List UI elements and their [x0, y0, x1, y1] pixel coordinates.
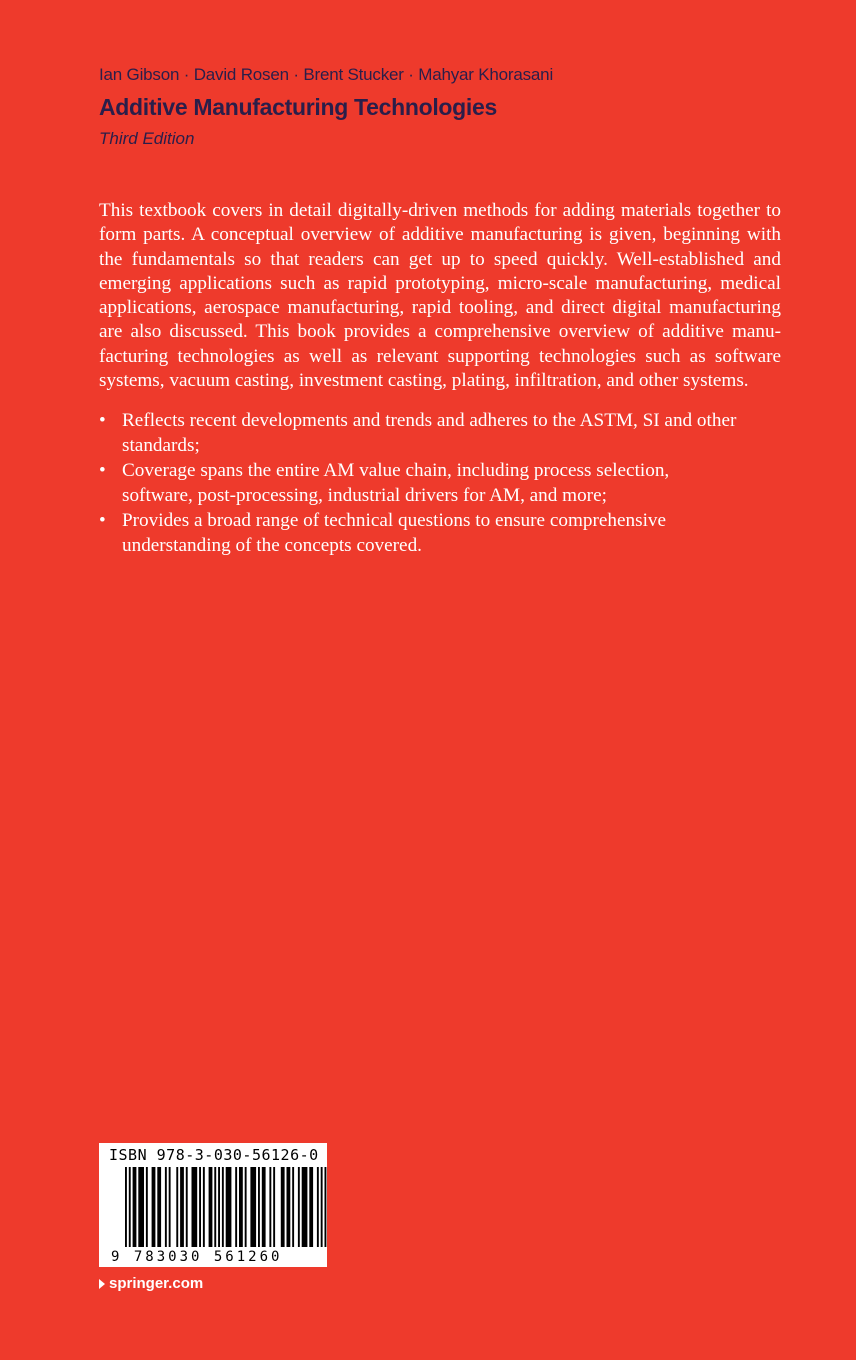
barcode-digits: 9 783030 561260 [111, 1249, 283, 1265]
barcode-bar [262, 1167, 266, 1247]
barcode-bar [302, 1167, 308, 1247]
barcode-bar [321, 1167, 323, 1247]
feature-item [99, 458, 739, 508]
barcode-bar [222, 1167, 224, 1247]
authors: Ian Gibson · David Rosen · Brent Stucker · Mahyar Khorasani [99, 65, 554, 84]
barcode-bar [309, 1167, 313, 1247]
barcode-bar [146, 1167, 148, 1247]
isbn-label: ISBN 978-3-030-56126-0 [109, 1146, 319, 1164]
barcode-bar [138, 1167, 144, 1247]
barcode-bar [292, 1167, 294, 1247]
barcode-bar [317, 1167, 319, 1247]
barcode-bar [325, 1167, 327, 1247]
barcode-bar [152, 1167, 156, 1247]
feature-text: Coverage spans the entire AM value chain, including process selection, software, post-processing, industrial drivers for AM, and more; [122, 460, 670, 506]
barcode-bar [180, 1167, 184, 1247]
feature-item [99, 508, 739, 558]
barcode-bar [157, 1167, 161, 1247]
feature-text: Reflects recent developments and trends and adheres to the ASTM, SI and other standards; [122, 410, 737, 456]
barcode-bar [258, 1167, 260, 1247]
barcode-bar [133, 1167, 137, 1247]
barcode-bar [169, 1167, 171, 1247]
barcode-bar [287, 1167, 291, 1247]
book-title: Additive Manufacturing Technologies [99, 94, 497, 120]
description: This textbook covers in detail digitally-driven methods for adding materials together to form parts. A conceptual overview of additive manufacturing is given, beginning with the fundamentals so that readers can get up to speed quickly. Well-established and emerging applications such as rapid prototyping, micro-scale manufacturing, medical applications, aerospace manufacturing, rapid tooling, and direct digital manufacturing are also discussed. This book provides a comprehensive overview of additive manufacturing technologies as well as relevant supporting technologies such as software systems, vacuum casting, investment casting, plating, infiltration, and other systems. [99, 200, 781, 392]
barcode-bar [298, 1167, 300, 1247]
barcode-bar [239, 1167, 243, 1247]
barcode-bar [199, 1167, 201, 1247]
barcode-bar [165, 1167, 167, 1247]
feature-item [99, 408, 739, 458]
barcode-bar [226, 1167, 232, 1247]
barcode-bar [281, 1167, 285, 1247]
barcode-bar [245, 1167, 247, 1247]
feature-list [99, 408, 739, 558]
barcode-bar [125, 1167, 127, 1247]
barcode-bar [186, 1167, 188, 1247]
barcode-bar [129, 1167, 131, 1247]
barcode-bar [235, 1167, 237, 1247]
publisher-url: springer.com [109, 1275, 204, 1292]
barcode-bar [218, 1167, 220, 1247]
publisher-link[interactable] [99, 1275, 203, 1292]
barcode-bar [209, 1167, 213, 1247]
bullet-icon: • [99, 510, 106, 531]
barcode-bar [269, 1167, 271, 1247]
bullet-icon: • [99, 410, 106, 431]
feature-text: Provides a broad range of technical questions to ensure comprehensive understanding of the concepts covered. [122, 510, 667, 556]
barcode-bar [203, 1167, 205, 1247]
barcode-bar [176, 1167, 178, 1247]
barcode-bar [214, 1167, 216, 1247]
edition: Third Edition [99, 129, 195, 148]
barcode-bar [273, 1167, 275, 1247]
barcode-bar [192, 1167, 198, 1247]
barcode-box [99, 1143, 327, 1267]
barcode [99, 1143, 327, 1267]
arrow-icon [99, 1279, 105, 1289]
barcode-bar [250, 1167, 256, 1247]
bullet-icon: • [99, 460, 106, 481]
